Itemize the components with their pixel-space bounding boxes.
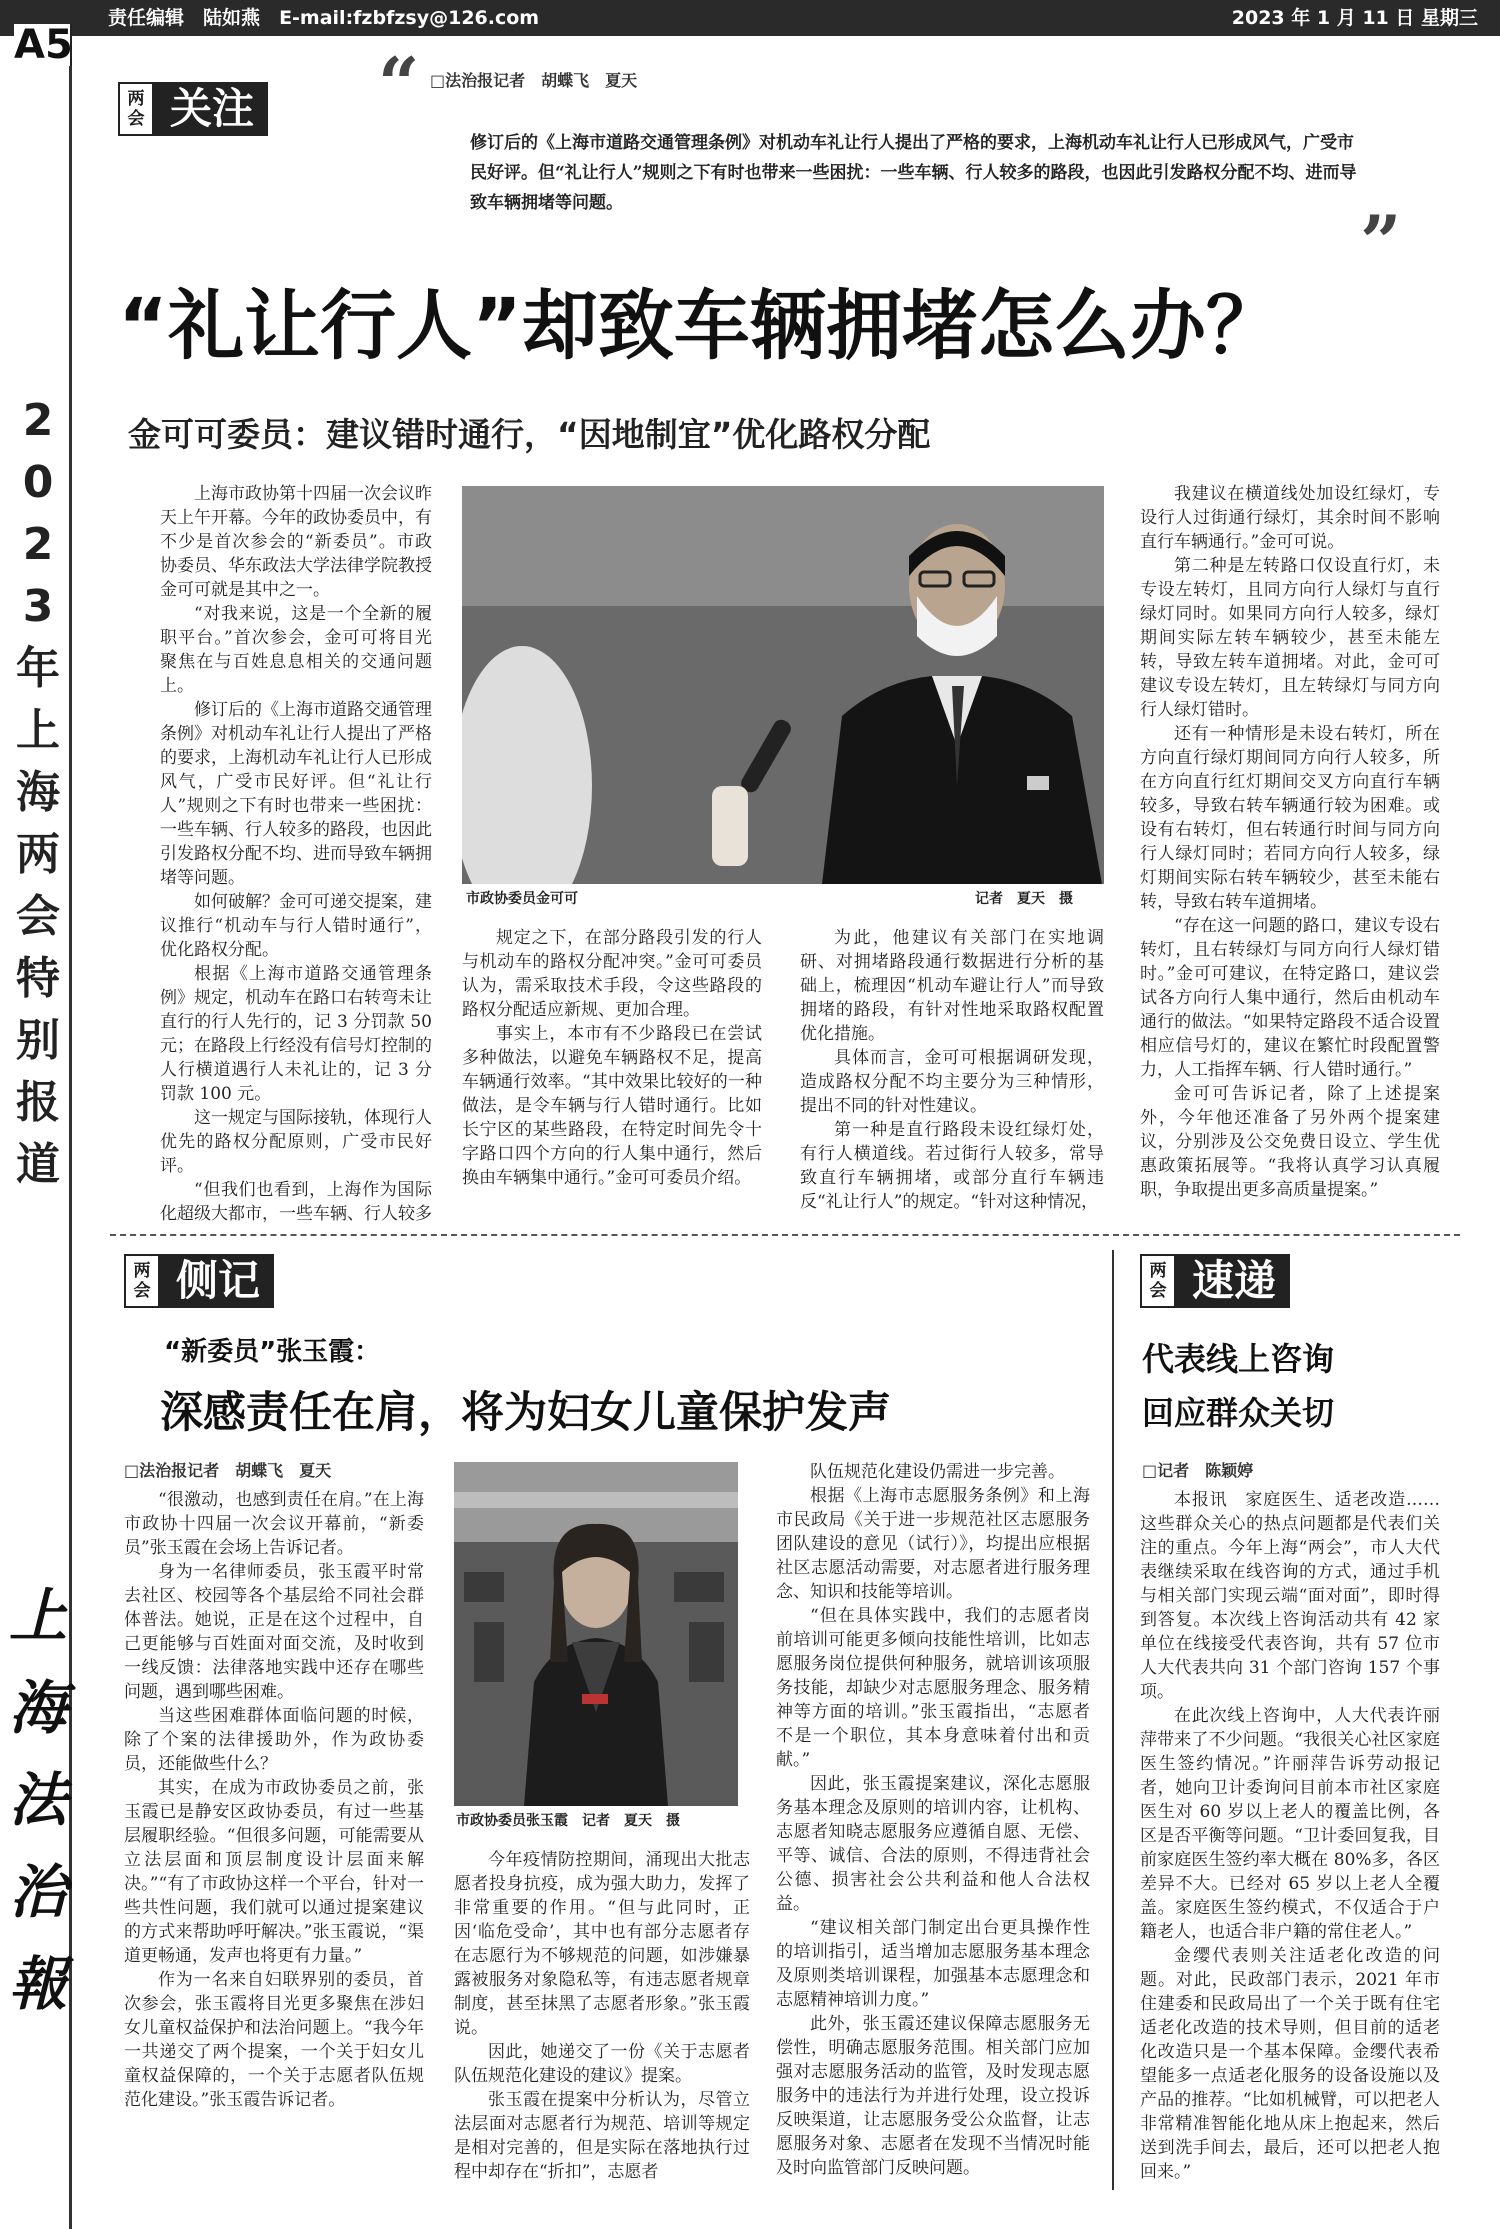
vertical-char: 報: [8, 1950, 67, 2018]
side-photo: [454, 1462, 738, 1806]
series-title: [8, 390, 68, 1196]
paragraph: 在此次线上咨询中，人大代表许丽萍带来了不少问题。“我很关心社区家庭医生签约情况。”许丽萍告诉劳动报记者，她向卫计委询问目前本市社区家庭医生对 60 岁以上老人的覆盖比例，各区是否平衡等问题。“卫计委回复我，目前家庭医生签约率大概在 80%多，各区差异不大。已经对 65 岁以上老人全覆盖。家庭医生签约模式，不仅适合于户籍老人，也适合非户籍的常住老人。”: [1140, 1706, 1440, 1942]
newspaper-name: [8, 1570, 68, 2030]
vertical-char: 两: [16, 829, 60, 880]
side-kicker: “新委员”张玉霞：: [164, 1337, 381, 1367]
vertical-char: 海: [8, 1674, 67, 1742]
vertical-char: 会: [16, 891, 60, 942]
lead-byline: □法治报记者 胡蝶飞 夏天: [430, 71, 638, 90]
lead-photo: [462, 486, 1104, 884]
paragraph: 我建议在横道线处加设红绿灯，专设行人过街通行绿灯，其余时间不影响直行车辆通行。”金可可说。: [1140, 484, 1440, 552]
vertical-char: 上: [8, 1582, 67, 1650]
vertical-char: 年: [16, 643, 60, 694]
page-date: 2023 年 1 月 11 日 星期三: [1231, 7, 1478, 29]
vertical-char: 上: [16, 705, 60, 756]
vertical-char: 3: [22, 581, 54, 632]
paragraph: 上海市政协第十四届一次会议昨天上午开幕。今年的政协委员中，有不少是首次参会的“新委员”。市政协委员、华东政法大学法律学院教授金可可就是其中之一。: [160, 484, 432, 600]
paragraph: 具体而言，金可可根据调研发现，造成路权分配不均主要分为三种情形，提出不同的针对性建议。: [800, 1048, 1104, 1116]
side-headline: 深感责任在肩，将为妇女儿童保护发声: [160, 1388, 891, 1438]
paragraph: 修订后的《上海市道路交通管理条例》对机动车礼让行人提出了严格的要求，上海机动车礼让行人已形成风气，广受市民好评。但“礼让行人”规则之下有时也带来一些困扰：一些车辆、行人较多的路段，也因此引发路权分配不均、进而导致车辆拥堵等问题。: [160, 700, 432, 888]
paragraph: 张玉霞在提案中分析认为，尽管立法层面对志愿者行为规范、培训等规定是相对完善的，但是实际在落地执行过程中却存在“折扣”，志愿者: [454, 2090, 750, 2182]
side-column-1: [124, 1488, 424, 2188]
paragraph: “但我们也看到，上海作为国际化超级大都市，一些车辆、行人较多: [160, 1180, 432, 1222]
section-tag-sidelights: 两 会 侧记: [124, 1254, 274, 1308]
brief-headline: 代表线上咨询 回应群众关切: [1142, 1340, 1335, 1432]
lead-photo-caption: 市政协委员金可可: [466, 891, 578, 907]
paragraph: 规定之下，在部分路段引发的行人与机动车的路权分配冲突。”金可可委员认为，需采取技术手段，令这些路段的路权分配适应新规、更加合理。: [462, 928, 762, 1020]
vertical-char: 别: [16, 1015, 60, 1066]
side-photo-caption: 市政协委员张玉霞 记者 夏天 摄: [456, 1813, 680, 1829]
editor-info: 责任编辑 陆如燕 E-mail:fzbfzsy@126.com: [108, 7, 540, 29]
paragraph: “对我来说，这是一个全新的履职平台。”首次参会，金可可将目光聚焦在与百姓息息相关的交通问题上。: [160, 604, 432, 696]
vertical-char: 2: [22, 519, 54, 570]
paragraph: 还有一种情形是未设右转灯，所在方向直行绿灯期间同方向行人较多，所在方向直行红灯期间交叉方向直行车辆较多，导致右转车辆通行较为困难。或设有右转灯，但右转通行时间与同方向行人绿灯同时；若同方向行人较多，绿灯期间实际右转车辆较少，甚至未能右转，导致右转车道拥堵。: [1140, 724, 1440, 912]
paragraph: 因此，张玉霞提案建议，深化志愿服务基本理念及原则的培训内容，让机构、志愿者知晓志愿服务应遵循自愿、无偿、平等、诚信、合法的原则，不得违背社会公德、损害社会公共利益和他人合法权益。: [776, 1774, 1090, 1914]
lead-column-3: [800, 926, 1104, 1226]
vertical-char: 特: [16, 953, 60, 1004]
open-quote-icon: “: [378, 41, 420, 126]
side-byline: □法治报记者 胡蝶飞 夏天: [124, 1461, 332, 1480]
section-tag-express: 两 会 速递: [1140, 1254, 1290, 1308]
vertical-char: 2: [22, 395, 54, 446]
paragraph: 根据《上海市道路交通管理条例》规定，机动车在路口右转弯未让直行的行人先行的，记 3 分罚款 50 元；在路段上行经没有信号灯控制的人行横道遇行人未礼让的，记 3 分罚款 100 元。: [160, 964, 432, 1104]
vertical-char: 道: [16, 1139, 60, 1190]
vertical-char: 0: [22, 457, 54, 508]
paragraph: 其实，在成为市政协委员之前，张玉霞已是静安区政协委员，有过一些基层履职经验。“但很多问题，可能需要从立法层面和顶层制度设计层面来解决。”“有了市政协这样一个平台，针对一些共性问题，我们就可以通过提案建议的方式来帮助呼吁解决。”张玉霞说，“渠道更畅通，发声也将更有力量。”: [124, 1778, 424, 1966]
person-photo-icon: [454, 1462, 738, 1806]
paragraph: 为此，他建议有关部门在实地调研、对拥堵路段通行数据进行分析的基础上，梳理因“机动车避让行人”而导致拥堵的路段，有针对性地采取路权配置优化措施。: [800, 928, 1104, 1044]
paragraph: 金可可告诉记者，除了上述提案外，今年他还准备了另外两个提案建议，分别涉及公交免费日设立、学生优惠政策拓展等。“我将认真学习认真履职，争取提出更多高质量提案。”: [1140, 1084, 1440, 1200]
paragraph: 金缨代表则关注适老化改造的问题。对此，民政部门表示，2021 年市住建委和民政局出了一个关于既有住宅适老化改造的技术导则，但目前的适老化改造只是一个基本保障。金缨代表希望能多一点适老化服务的设备设施以及产品的推荐。“比如机械臂，可以把老人非常精准智能化地从床上抱起来，然后送到洗手间去，最后，还可以把老人抱回来。”: [1140, 1946, 1440, 2182]
brief-body: [1140, 1488, 1440, 2188]
brief-byline: □记者 陈颖婷: [1142, 1461, 1254, 1480]
paragraph: 根据《上海市志愿服务条例》和上海市民政局《关于进一步规范社区志愿服务团队建设的意见（试行）》，均提出应根据社区志愿活动需要，对志愿者进行服务理念、知识和技能等培训。: [776, 1486, 1090, 1602]
paragraph: 第二种是左转路口仅设直行灯，未专设左转灯，且同方向行人绿灯与直行绿灯同时。如果同方向行人较多，绿灯期间实际左转车辆较少，甚至未能左转，导致左转车道拥堵。对此，金可可建议专设左转灯，且左转绿灯与同方向行人绿灯错时。: [1140, 556, 1440, 720]
paragraph: 作为一名来自妇联界别的委员，首次参会，张玉霞将目光更多聚焦在涉妇女儿童权益保护和法治问题上。“我今年一共递交了两个提案，一个关于妇女儿童权益保障的，一个关于志愿者队伍规范化建设。”张玉霞告诉记者。: [124, 1970, 424, 2110]
paragraph: “建议相关部门制定出台更具操作性的培训指引，适当增加志愿服务基本理念及原则类培训课程，加强基本志愿理念和志愿精神培训力度。”: [776, 1918, 1090, 2010]
lead-column-4: [1140, 482, 1440, 1222]
paragraph: 因此，她递交了一份《关于志愿者队伍规范化建设的建议》提案。: [454, 2042, 750, 2086]
lead-photo-credit: 记者 夏天 摄: [975, 891, 1073, 907]
paragraph: 今年疫情防控期间，涌现出大批志愿者投身抗疫，成为强大助力，发挥了非常重要的作用。“但与此同时，正因‘临危受命’，其中也有部分志愿者存在志愿行为不够规范的问题，如涉嫌暴露被服务对象隐私等，有违志愿者规章制度，甚至抹黑了志愿者形象。”张玉霞说。: [454, 1850, 750, 2038]
vertical-char: 报: [16, 1077, 60, 1128]
paragraph: 队伍规范化建设仍需进一步完善。: [810, 1462, 1065, 1482]
paragraph: 这一规定与国际接轨，体现行人优先的路权分配原则，广受市民好评。: [160, 1108, 432, 1176]
paragraph: 此外，张玉霞还建议保障志愿服务无偿性，明确志愿服务范围。相关部门应加强对志愿服务活动的监管，及时发现志愿服务中的违法行为并进行处理，设立投诉反映渠道，让志愿服务受公众监督，让志愿服务对象、志愿者在发现不当情况时能及时向监管部门反映问题。: [776, 2014, 1090, 2178]
vertical-char: 治: [8, 1858, 67, 1926]
lead-subheadline: 金可可委员：建议错时通行，“因地制宜”优化路权分配: [128, 415, 931, 454]
section-tag-focus: 两 会 关注: [118, 82, 268, 136]
paragraph: 事实上，本市有不少路段已在尝试多种做法，以避免车辆路权不足，提高车辆通行效率。“其中效果比较好的一种做法，是令车辆与行人错时通行。比如长宁区的某些路段，在特定时间先令十字路口四个方向的行人集中通行，然后换由车辆集中通行。”金可可委员介绍。: [462, 1024, 762, 1188]
paragraph: 身为一名律师委员，张玉霞平时常去社区、校园等各个基层给不同社会群体普法。她说，正是在这个过程中，自己更能够与百姓面对面交流，及时收到一线反馈：法律落地实践中还存在哪些问题，遇到哪些困难。: [124, 1562, 424, 1702]
close-quote-icon: ”: [1360, 199, 1402, 284]
page-number: A5: [14, 22, 73, 68]
paragraph: 本报讯 家庭医生、适老改造……这些群众关心的热点问题都是代表们关注的重点。今年上海“两会”，市人大代表继续采取在线咨询的方式，通过手机与相关部门实现云端“面对面”，即时得到答复。本次线上咨询活动共有 42 家单位在线接受代表咨询，共有 57 位市人大代表共向 31 个部门咨询 157 个事项。: [1140, 1490, 1440, 1702]
lead-summary: 修订后的《上海市道路交通管理条例》对机动车礼让行人提出了严格的要求，上海机动车礼让行人已形成风气，广受市民好评。但“礼让行人”规则之下有时也带来一些困扰：一些车辆、行人较多的路段，也因此引发路权分配不均、进而导致车辆拥堵等问题。: [470, 133, 1357, 213]
section-divider: [110, 1234, 1460, 1236]
person-photo-icon: [462, 486, 1104, 884]
lead-column-1: [160, 482, 432, 1222]
paragraph: “很激动，也感到责任在肩。”在上海市政协十四届一次会议开幕前，“新委员”张玉霞在会场上告诉记者。: [124, 1490, 424, 1558]
paragraph: “存在这一问题的路口，建议专设右转灯，且右转绿灯与同方向行人绿灯错时。”金可可建议，在特定路口，建议尝试各方向行人集中通行，然后由机动车通行的做法。“如果特定路段不适合设置相应信号灯的，建议在繁忙时段配置警力，人工指挥车辆、行人错时通行。”: [1140, 916, 1440, 1080]
lead-column-2: [462, 926, 762, 1226]
page-header: [0, 0, 1500, 36]
vertical-char: 海: [16, 767, 60, 818]
paragraph: 当这些困难群体面临问题的时候，除了个案的法律援助外，作为政协委员，还能做些什么？: [124, 1706, 424, 1774]
paragraph: 第一种是直行路段未设红绿灯处，有行人横道线。若过街行人较多，常导致直行车辆拥堵，或部分直行车辆违反“礼让行人”的规定。“针对这种情况，: [800, 1120, 1104, 1212]
side-column-2: [454, 1848, 750, 2188]
vertical-char: 法: [8, 1766, 67, 1834]
paragraph: “但在具体实践中，我们的志愿者岗前培训可能更多倾向技能性培训，比如志愿服务岗位提供何种服务，就培训该项服务技能，却缺少对志愿服务理念、服务精神等方面的培训。”张玉霞指出，“志愿者不是一个职位，其本身意味着付出和贡献。”: [776, 1606, 1090, 1770]
paragraph: 如何破解？金可可递交提案，建议推行“机动车与行人错时通行”，优化路权分配。: [160, 892, 432, 960]
lead-headline: “礼让行人”却致车辆拥堵怎么办？: [118, 281, 1282, 370]
column-rule: [1112, 1250, 1114, 2190]
side-column-3: [776, 1460, 1090, 2188]
